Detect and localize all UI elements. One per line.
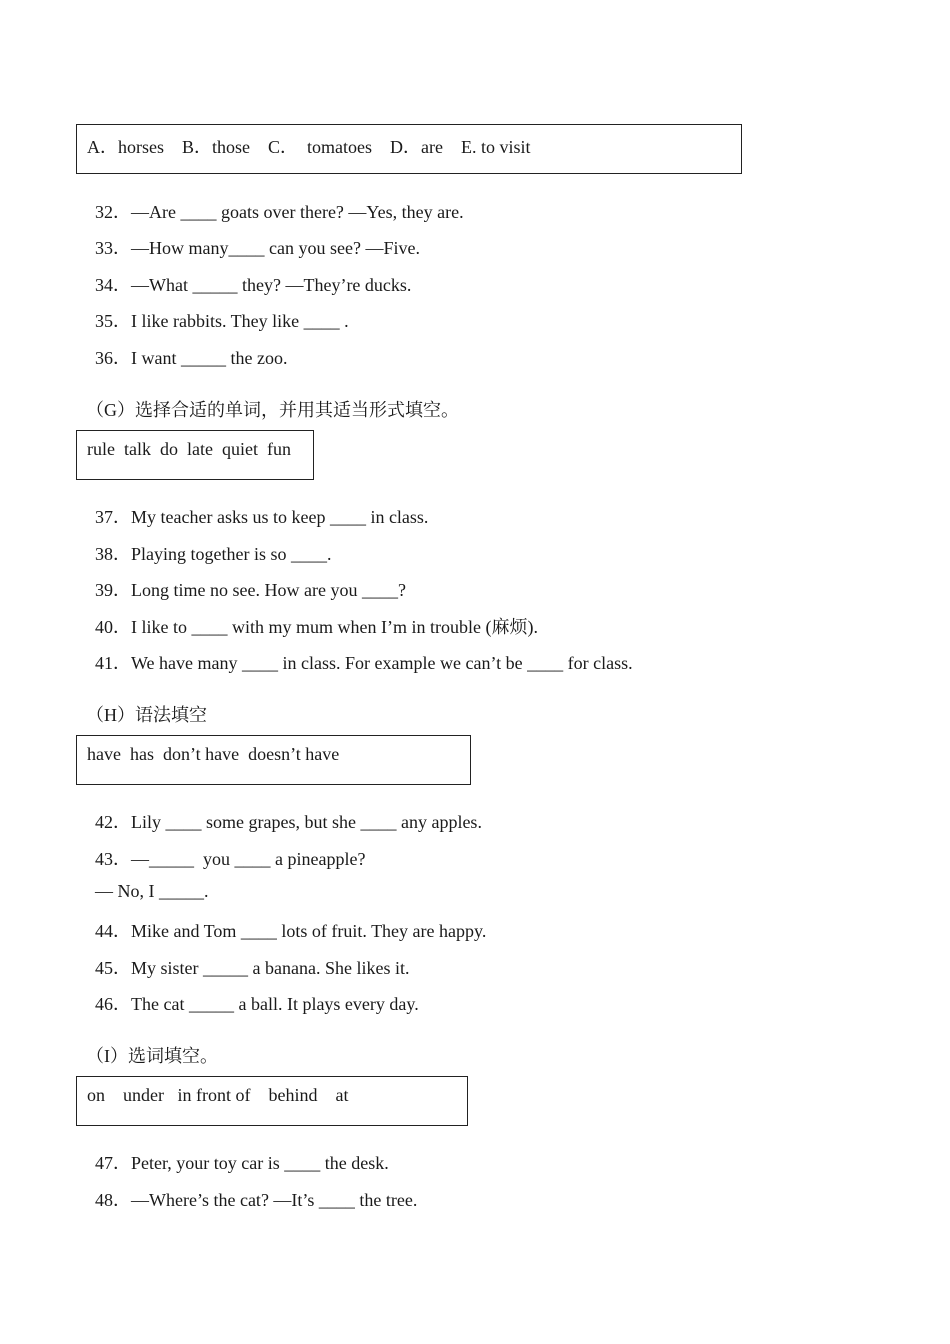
question-text: I want _____ the zoo. [131, 348, 288, 368]
question-text: — No, I _____. [95, 881, 209, 901]
question-number: 46． [95, 994, 131, 1014]
question-number: 48． [95, 1190, 131, 1210]
question-text: —_____ you ____ a pineapple? [131, 849, 366, 869]
word-box-f: A．horses B．those C． tomatoes D．are E. to visit [76, 124, 742, 174]
word-box-h: have has don’t have doesn’t have [76, 735, 471, 785]
question-number: 42． [95, 812, 131, 832]
question-number: 39． [95, 580, 131, 600]
question-number: 32． [95, 202, 131, 222]
question-text: Long time no see. How are you ____? [131, 580, 406, 600]
question-41 [86, 628, 633, 675]
question-text: Lily ____ some grapes, but she ____ any apples. [131, 812, 482, 832]
question-number: 34． [95, 275, 131, 295]
question-text: The cat _____ a ball. It plays every day. [131, 994, 419, 1014]
question-number: 40． [95, 617, 131, 637]
question-text: I like to ____ with my mum when I’m in trouble (麻烦). [131, 617, 538, 637]
question-number: 43． [95, 849, 131, 869]
question-text: —How many____ can you see? —Five. [131, 238, 420, 258]
question-number: 38． [95, 544, 131, 564]
question-number: 36． [95, 348, 131, 368]
question-46 [86, 969, 419, 1016]
question-text: —Where’s the cat? —It’s ____ the tree. [131, 1190, 418, 1210]
section-i-heading: （I）选词填空。 [86, 1046, 218, 1066]
word-box-i: on under in front of behind at [76, 1076, 468, 1126]
question-36 [86, 323, 287, 370]
question-text: We have many ____ in class. For example we can’t be ____ for class. [131, 653, 633, 673]
question-number: 37． [95, 507, 131, 527]
question-text: —What _____ they? —They’re ducks. [131, 275, 412, 295]
section-g-heading: （G）选择合适的单词，并用其适当形式填空。 [86, 400, 459, 420]
question-number: 41． [95, 653, 131, 673]
question-text: My sister _____ a banana. She likes it. [131, 958, 410, 978]
question-text: Mike and Tom ____ lots of fruit. They are happy. [131, 921, 487, 941]
question-text: Peter, your toy car is ____ the desk. [131, 1153, 389, 1173]
question-text: Playing together is so ____. [131, 544, 332, 564]
section-h-heading: （H）语法填空 [86, 705, 207, 725]
question-48 [86, 1165, 417, 1212]
question-text: I like rabbits. They like ____ . [131, 311, 349, 331]
question-number: 44． [95, 921, 131, 941]
word-box-g: rule talk do late quiet fun [76, 430, 314, 480]
question-number: 33． [95, 238, 131, 258]
question-text: —Are ____ goats over there? —Yes, they are. [131, 202, 464, 222]
question-number: 35． [95, 311, 131, 331]
question-text: My teacher asks us to keep ____ in class. [131, 507, 429, 527]
question-number: 45． [95, 958, 131, 978]
question-number: 47． [95, 1153, 131, 1173]
